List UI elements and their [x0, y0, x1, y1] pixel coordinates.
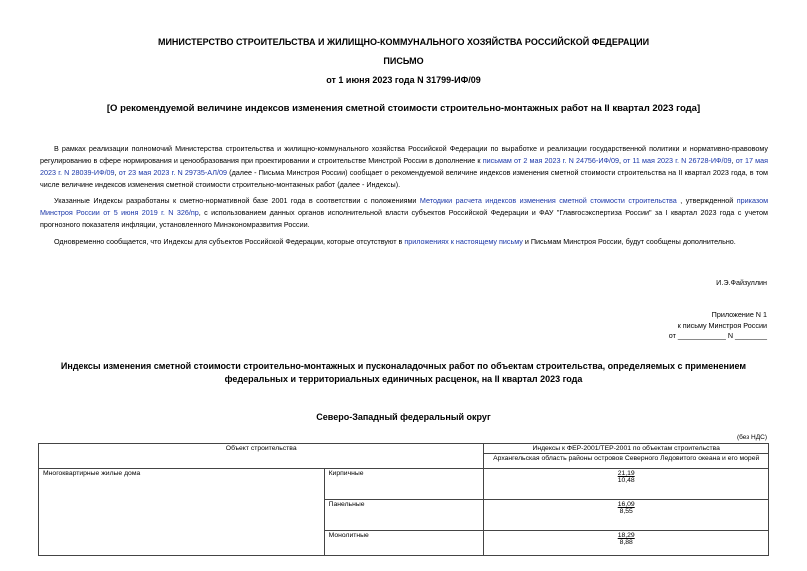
building-type: Панельные — [324, 500, 484, 531]
indices-table — [38, 443, 769, 556]
index-cell — [484, 531, 769, 556]
index-ter: 10,48 — [617, 477, 635, 484]
link-letter-28039[interactable]: от 17 мая 2023 г. N 28039-ИФ/09 — [40, 156, 768, 177]
paragraph-text: Одновременно сообщается, что Индексы для субъектов Российской Федерации, которые отсутствуют в — [54, 237, 405, 246]
district-title: Северо-Западный федеральный округ — [316, 412, 491, 422]
object-name: Многоквартирные жилые дома — [39, 469, 325, 556]
doc-subject: [О рекомендуемой величине индексов изменения сметной стоимости строительно-монтажных работ на II квартал 2023 года] — [106, 103, 701, 114]
appendix-title: Приложение N 1 — [711, 310, 767, 319]
object-header: Объект строительства — [39, 444, 484, 469]
paragraph-text: и Письмам Минстроя России, будут сообщены дополнительно. — [522, 237, 736, 246]
table-header-row — [39, 444, 769, 454]
index-ter: 8,55 — [619, 508, 633, 515]
appendix-ref: к письму Минстроя России — [677, 321, 767, 330]
paragraph-text: Указанные Индексы разработаны к сметно-нормативной базе 2001 года в соответствии с положениями — [54, 196, 420, 205]
paragraph-1 — [40, 143, 768, 191]
link-letter-24756[interactable]: письмам от 2 мая 2023 г. N 24756-ИФ/09 — [482, 156, 619, 165]
doc-date: от 1 июня 2023 года N 31799-ИФ/09 — [326, 75, 481, 85]
paragraph-text: , утвержденной — [676, 196, 737, 205]
ministry-title: МИНИСТЕРСТВО СТРОИТЕЛЬСТВА И ЖИЛИЩНО-КОММУНАЛЬНОГО ХОЗЯЙСТВА РОССИЙСКОЙ ФЕДЕРАЦИИ — [157, 37, 650, 47]
building-type: Монолитные — [324, 531, 484, 556]
link-appendices[interactable]: приложениях к настоящему письму — [404, 237, 523, 246]
appendix-date-line: от ____________ N ________ — [668, 331, 767, 340]
paragraph-text: , — [114, 168, 119, 177]
paragraph-text: (далее - Письма Минстроя России) сообщает о рекомендуемой величине индексов изменения сметной стоимости строительства на II квартал 2023 года, в том числе величине индексов изменения сметной стоимости строительно-монтажных работ (далее - Индексы). — [40, 168, 768, 189]
indices-header: Индексы к ФЕР-2001/ТЕР-2001 по объектам строительства — [484, 444, 769, 454]
paragraph-text: В рамках реализации полномочий Министерства строительства и жилищно-коммунального хозяйства Российской Федерации по выработке и реализации государственной политики и нормативно-правовому регулированию в сфере нормирования и ценообразования при проектировании и строительстве Минстрой России в дополнение к — [40, 144, 768, 165]
index-cell — [484, 500, 769, 531]
paragraph-text: , с использованием данных органов исполнительной власти субъектов Российской Федерации и ФАУ "Главгосэкспертиза России" за I квартал 2023 года с учетом прогнозного показателя инфляции, установленного Минэкономразвития России. — [40, 208, 768, 229]
link-letter-26728[interactable]: от 11 мая 2023 г. N 26728-ИФ/09 — [623, 156, 732, 165]
link-order-326[interactable]: приказом Минстроя России от 5 июня 2019 г. N 326/пр — [40, 196, 769, 217]
vat-note: (без НДС) — [736, 434, 767, 441]
building-type: Кирпичные — [324, 469, 484, 500]
region-header: Архангельская область районы островов Северного Ледовитого океана и его морей — [484, 454, 769, 469]
link-letter-29735[interactable]: от 23 мая 2023 г. N 29735-АЛ/09 — [118, 168, 227, 177]
paragraph-3 — [40, 236, 768, 248]
doc-type: ПИСЬМО — [383, 56, 424, 66]
index-ter: 8,88 — [619, 539, 633, 546]
index-fer: 18,29 — [617, 532, 635, 539]
indices-title: Индексы изменения сметной стоимости строительно-монтажных и пусконаладочных работ по объектам строительства, определяемых с применением федеральных и территориальных единичных расценок, на II квартал 2023 года — [60, 361, 747, 384]
paragraph-2 — [40, 195, 768, 231]
index-cell — [484, 469, 769, 500]
link-methodology[interactable]: Методики расчета индексов изменения сметной стоимости строительства — [419, 196, 677, 205]
index-fer: 21,19 — [617, 470, 635, 477]
table-row — [39, 469, 769, 500]
signature: И.Э.Файзуллин — [716, 278, 767, 287]
paragraph-text: , — [731, 156, 736, 165]
index-fer: 16,09 — [617, 501, 635, 508]
paragraph-text: , — [618, 156, 624, 165]
